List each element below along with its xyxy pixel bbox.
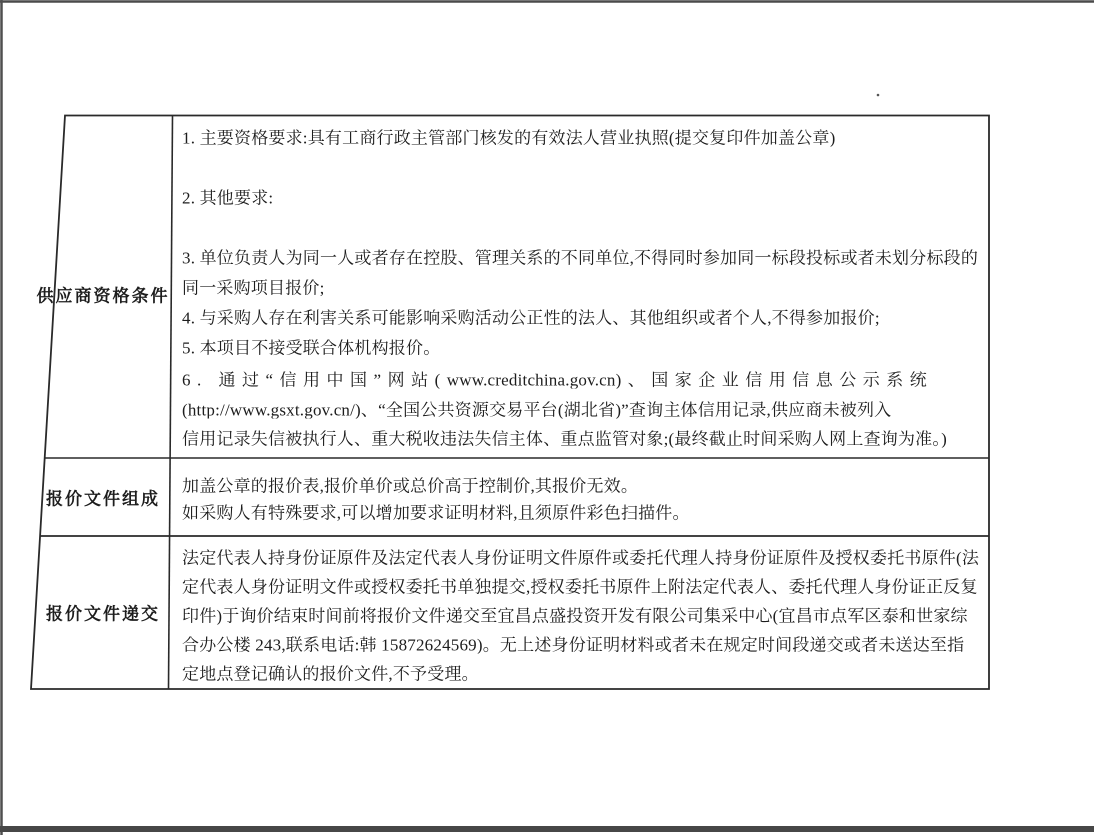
row-label: 报价文件组成 bbox=[46, 489, 160, 509]
text-segment: )、国家企业信用信息公示系统 bbox=[615, 371, 934, 389]
content-line bbox=[182, 280, 325, 297]
content-line bbox=[182, 550, 979, 567]
content-line bbox=[182, 372, 933, 389]
text-segment: 定地点登记确认的报价文件,不予受理。 bbox=[182, 665, 479, 683]
content-line bbox=[182, 431, 947, 448]
text-segment: 6. 通过“信用中国”网站( bbox=[182, 371, 447, 389]
content-line bbox=[182, 310, 880, 327]
content-line bbox=[182, 402, 891, 419]
text-segment: 定代表人身份证明文件或授权委托书单独提交,授权委托书原件上附法定代表人、委托代理人身份证正反复 bbox=[182, 578, 978, 596]
text-segment: 2. 其他要求: bbox=[182, 189, 274, 207]
row-label: 供应商资格条件 bbox=[36, 286, 170, 306]
text-segment: 4. 与采购人存在利害关系可能影响采购活动公正性的法人、其他组织或者个人,不得参加报价; bbox=[182, 309, 880, 327]
text-segment: www.creditchina.gov.cn bbox=[446, 371, 616, 389]
text-segment: 同一采购项目报价; bbox=[182, 279, 325, 297]
content-line bbox=[182, 190, 273, 207]
underlined-text-segment: 合办公楼 243,联系电话:韩 15872624569) bbox=[182, 636, 483, 654]
underlined-text-segment: 宜昌点盛投资开发有限公司集采中心(宜昌市点军区泰和世家综 bbox=[497, 607, 968, 625]
content-line bbox=[182, 637, 964, 654]
row-label: 报价文件递交 bbox=[46, 604, 160, 624]
text-segment: 1. 主要资格要求:具有工商行政主管部门核发的有效法人营业执照(提交复印件加盖公章) bbox=[182, 129, 836, 147]
content-line bbox=[182, 478, 638, 495]
content-line bbox=[182, 250, 978, 267]
text-segment: 法定代表人持身份证原件及法定代表人身份证明文件原件或委托代理人持身份证原件及授权委托书原件(法 bbox=[182, 549, 980, 567]
text-segment: 信用记录失信被执行人、重大税收违法失信主体、重点监管对象;(最终截止时间采购人网上查询为准。) bbox=[182, 430, 947, 448]
content-line bbox=[182, 666, 479, 683]
text-segment: 加盖公章的报价表,报价单价或总价高于控制价,其报价无效。 bbox=[182, 477, 639, 495]
text-segment: 5. 本项目不接受联合体机构报价。 bbox=[182, 339, 441, 357]
content-line bbox=[182, 130, 835, 147]
text-segment: (http://www.gsxt.gov.cn/)、“全国公共资源交易平台(湖北省)”查询主体信用记录,供应商未被列入 bbox=[182, 401, 892, 419]
content-line bbox=[182, 505, 690, 522]
text-segment: 印件)于询价结束时间前将报价文件递交至 bbox=[182, 607, 498, 625]
content-line bbox=[182, 579, 978, 596]
text-segment: 3. 单位负责人为同一人或者存在控股、管理关系的不同单位,不得同时参加同一标段投标或者未划分标段的 bbox=[182, 249, 979, 267]
content-line bbox=[182, 340, 440, 357]
content-line bbox=[182, 608, 968, 625]
text-segment: 。无上述身份证明材料或者未在规定时间段递交或者未送达至指 bbox=[482, 636, 965, 654]
text-segment: 如采购人有特殊要求,可以增加要求证明材料,且须原件彩色扫描件。 bbox=[182, 504, 690, 522]
